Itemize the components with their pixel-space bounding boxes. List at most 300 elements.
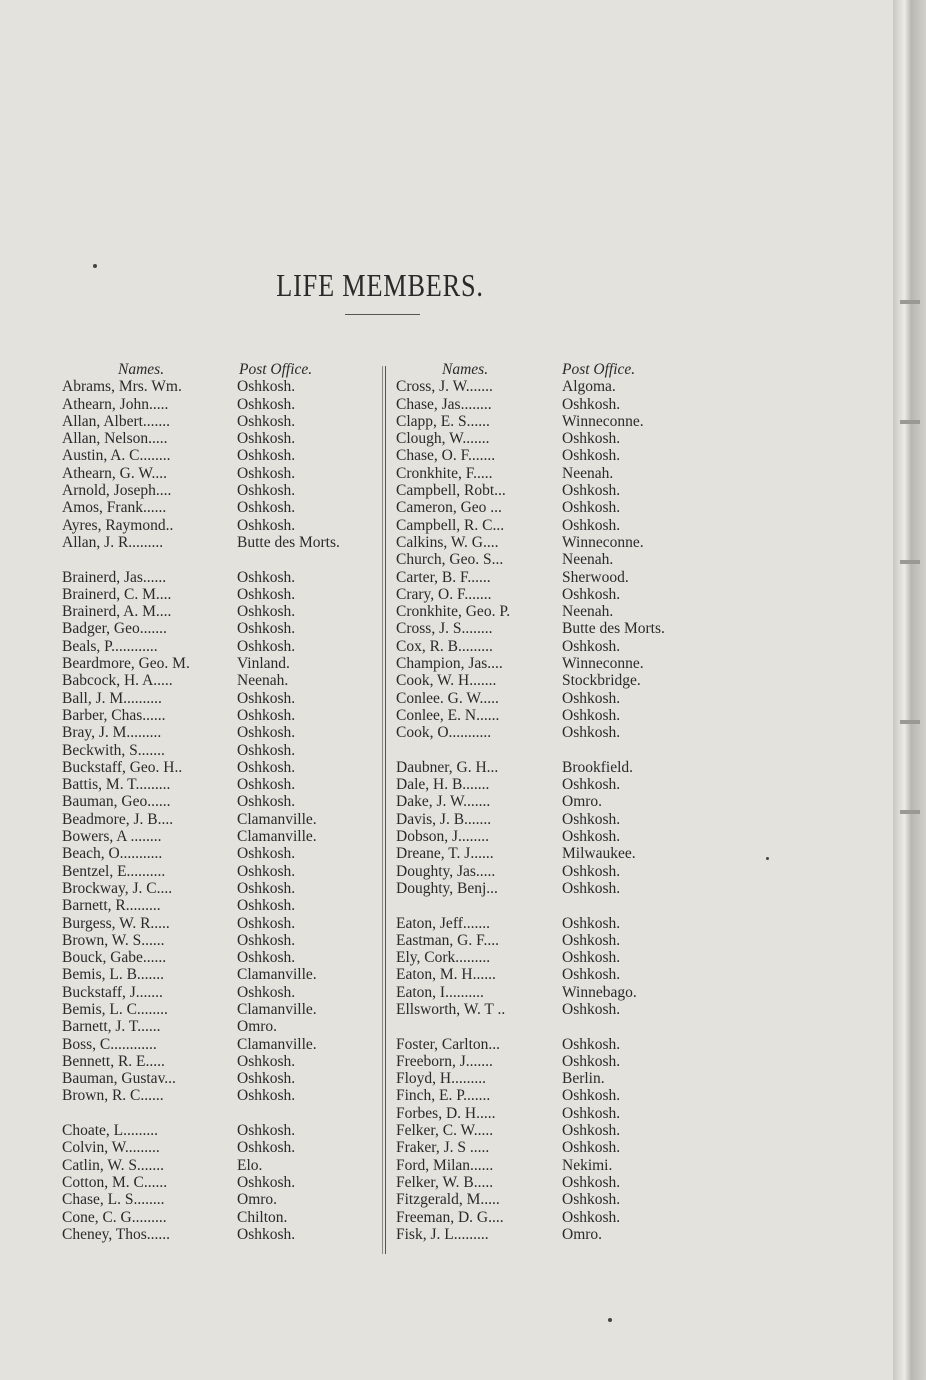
member-row <box>396 603 665 620</box>
post-office: Oshkosh. <box>237 1225 296 1243</box>
member-name: Beals, P............ <box>62 637 158 655</box>
post-office: Oshkosh. <box>562 585 621 603</box>
member-row <box>396 1191 665 1208</box>
names-header: Names. <box>442 361 489 378</box>
post-office: Oshkosh. <box>237 430 296 448</box>
member-name: Bauman, Gustav... <box>62 1070 176 1088</box>
member-row <box>62 966 340 983</box>
member-row <box>62 620 340 637</box>
member-name: Felker, W. B..... <box>396 1173 494 1191</box>
member-name: Church, Geo. S... <box>396 551 504 569</box>
member-row <box>62 569 340 586</box>
post-office: Oshkosh. <box>237 1087 296 1105</box>
member-name: Buckstaff, Geo. H.. <box>62 758 183 776</box>
post-office: Oshkosh. <box>562 706 621 724</box>
post-office: Oshkosh. <box>237 776 296 794</box>
post-office: Omro. <box>562 793 603 811</box>
member-name: Burgess, W. R..... <box>62 914 170 932</box>
member-row <box>396 534 665 551</box>
member-name <box>396 897 562 914</box>
member-name: Bemis, L. C........ <box>62 1000 168 1018</box>
post-office: Oshkosh. <box>237 897 296 915</box>
member-row <box>396 517 665 534</box>
post-office: Oshkosh. <box>562 1173 621 1191</box>
member-name: Carter, B. F...... <box>396 568 491 586</box>
post-office: Oshkosh. <box>237 482 296 500</box>
post-office: Oshkosh. <box>237 1070 296 1088</box>
post-office: Oshkosh. <box>562 776 621 794</box>
post-office: Oshkosh. <box>562 689 621 707</box>
speck <box>766 857 769 860</box>
edge-mark <box>900 420 920 424</box>
member-name: Brown, W. S...... <box>62 931 165 949</box>
member-row <box>396 811 665 828</box>
member-row <box>62 793 340 810</box>
post-office: Oshkosh. <box>562 1035 621 1053</box>
member-name: Cronkhite, F..... <box>396 464 493 482</box>
member-name: Eaton, I.......... <box>396 983 484 1001</box>
member-row <box>396 1087 665 1104</box>
member-name: Freeborn, J....... <box>396 1052 493 1070</box>
member-name: Chase, O. F....... <box>396 447 496 465</box>
post-office: Oshkosh. <box>562 516 621 534</box>
member-row <box>62 1191 340 1208</box>
post-office-header: Post Office. <box>562 361 636 378</box>
member-name: Finch, E. P....... <box>396 1087 491 1105</box>
member-name: Colvin, W......... <box>62 1139 160 1157</box>
post-office: Neenah. <box>237 672 289 690</box>
member-name: Bauman, Geo...... <box>62 793 171 811</box>
speck <box>93 264 97 268</box>
member-name: Eaton, Jeff....... <box>396 914 490 932</box>
member-name: Conlee, E. N...... <box>396 706 500 724</box>
member-name: Austin, A. C........ <box>62 447 171 465</box>
member-name: Fitzgerald, M..... <box>396 1191 500 1209</box>
member-row <box>396 984 665 1001</box>
post-office: Oshkosh. <box>237 741 296 759</box>
member-name: Chase, L. S........ <box>62 1191 165 1209</box>
member-row <box>62 655 340 672</box>
post-office: Vinland. <box>237 655 290 673</box>
post-office: Oshkosh. <box>237 845 296 863</box>
member-row <box>62 1070 340 1087</box>
title-rule <box>345 314 420 315</box>
member-row <box>62 1001 340 1018</box>
member-row <box>396 793 665 810</box>
page-title: LIFE MEMBERS. <box>276 267 484 304</box>
member-row <box>62 1139 340 1156</box>
member-row <box>62 1226 340 1243</box>
post-office: Neenah. <box>562 603 614 621</box>
post-office: Oshkosh. <box>237 931 296 949</box>
member-name: Bentzel, E.......... <box>62 862 166 880</box>
post-office: Winneconne. <box>562 533 644 551</box>
member-name: Brockway, J. C.... <box>62 879 173 897</box>
member-name: Beckwith, S....... <box>62 741 165 759</box>
member-row <box>62 707 340 724</box>
member-row <box>396 1157 665 1174</box>
post-office: Oshkosh. <box>562 482 621 500</box>
post-office-header: Post Office. <box>239 361 313 378</box>
member-row <box>396 1209 665 1226</box>
member-name: Davis, J. B....... <box>396 810 492 828</box>
member-row <box>62 378 340 395</box>
member-name: Freeman, D. G.... <box>396 1208 504 1226</box>
column-header <box>396 361 665 378</box>
member-row <box>396 1122 665 1139</box>
post-office: Omro. <box>237 1018 278 1036</box>
member-row <box>62 1036 340 1053</box>
post-office: Oshkosh. <box>237 1052 296 1070</box>
member-name: Boss, C............ <box>62 1035 157 1053</box>
member-name: Athearn, John..... <box>62 395 169 413</box>
member-name <box>62 551 237 568</box>
post-office: Butte des Morts. <box>562 620 665 638</box>
member-row <box>62 586 340 603</box>
member-row <box>396 378 665 395</box>
member-row <box>62 1018 340 1035</box>
member-row <box>396 413 665 430</box>
post-office: Oshkosh. <box>237 603 296 621</box>
post-office: Oshkosh. <box>237 949 296 967</box>
member-name: Beadmore, J. B.... <box>62 810 174 828</box>
post-office: Oshkosh. <box>237 516 296 534</box>
member-row <box>396 396 665 413</box>
member-name: Doughty, Benj... <box>396 879 498 897</box>
member-row <box>62 845 340 862</box>
post-office: Oshkosh. <box>562 931 621 949</box>
post-office: Berlin. <box>562 1070 605 1088</box>
post-office: Oshkosh. <box>562 724 621 742</box>
spacer-row <box>62 551 340 568</box>
post-office: Nekimi. <box>562 1156 613 1174</box>
member-row <box>396 949 665 966</box>
member-name: Badger, Geo....... <box>62 620 167 638</box>
member-name: Cone, C. G......... <box>62 1208 167 1226</box>
member-name: Brainerd, Jas...... <box>62 568 167 586</box>
member-name: Cook, O........... <box>396 724 492 742</box>
member-row <box>396 845 665 862</box>
member-name: Cross, J. S........ <box>396 620 493 638</box>
member-name: Eaton, M. H...... <box>396 966 496 984</box>
post-office: Omro. <box>237 1191 278 1209</box>
member-name: Cook, W. H....... <box>396 672 497 690</box>
post-office: Omro. <box>562 1225 603 1243</box>
post-office: Oshkosh. <box>237 464 296 482</box>
member-name: Cheney, Thos...... <box>62 1225 171 1243</box>
member-name: Bowers, A ........ <box>62 828 162 846</box>
edge-mark <box>900 300 920 304</box>
member-name: Forbes, D. H..... <box>396 1104 496 1122</box>
member-row <box>396 932 665 949</box>
member-row <box>62 690 340 707</box>
post-office: Oshkosh. <box>237 447 296 465</box>
names-header: Names. <box>118 361 165 378</box>
post-office: Oshkosh. <box>562 1087 621 1105</box>
member-name: Catlin, W. S....... <box>62 1156 165 1174</box>
member-name: Bouck, Gabe...... <box>62 949 167 967</box>
post-office: Clamanville. <box>237 1000 317 1018</box>
member-name: Brainerd, C. M.... <box>62 585 172 603</box>
post-office: Winnebago. <box>562 983 637 1001</box>
member-row <box>62 534 340 551</box>
spacer-row <box>62 1105 340 1122</box>
post-office: Oshkosh. <box>237 395 296 413</box>
member-name: Eastman, G. F.... <box>396 931 499 949</box>
post-office: Clamanville. <box>237 1035 317 1053</box>
member-row <box>62 897 340 914</box>
member-row <box>396 1053 665 1070</box>
member-name: Abrams, Mrs. Wm. <box>62 378 182 396</box>
post-office: Chilton. <box>237 1208 288 1226</box>
post-office: Oshkosh. <box>562 1208 621 1226</box>
post-office: Sherwood. <box>562 568 629 586</box>
member-name: Chase, Jas........ <box>396 395 492 413</box>
member-name: Bemis, L. B....... <box>62 966 165 984</box>
member-name: Allan, Albert....... <box>62 412 171 430</box>
post-office: Oshkosh. <box>562 1122 621 1140</box>
member-row <box>396 1226 665 1243</box>
member-name: Bennett, R. E..... <box>62 1052 165 1070</box>
member-row <box>62 465 340 482</box>
post-office: Oshkosh. <box>562 1052 621 1070</box>
member-row <box>396 1070 665 1087</box>
member-row <box>396 620 665 637</box>
post-office: Oshkosh. <box>237 1139 296 1157</box>
member-name: Floyd, H......... <box>396 1070 486 1088</box>
member-name: Daubner, G. H... <box>396 758 499 776</box>
left-column <box>62 361 340 1243</box>
member-row <box>396 759 665 776</box>
post-office: Winneconne. <box>562 655 644 673</box>
member-name: Dake, J. W....... <box>396 793 491 811</box>
column-divider <box>382 366 384 1254</box>
member-row <box>396 430 665 447</box>
post-office: Oshkosh. <box>562 810 621 828</box>
post-office: Oshkosh. <box>562 862 621 880</box>
member-name: Bray, J. M......... <box>62 724 162 742</box>
member-row <box>62 759 340 776</box>
member-name: Doughty, Jas..... <box>396 862 496 880</box>
member-row <box>396 1105 665 1122</box>
post-office: Oshkosh. <box>237 914 296 932</box>
post-office: Oshkosh. <box>237 724 296 742</box>
post-office: Elo. <box>237 1156 263 1174</box>
post-office: Oshkosh. <box>237 637 296 655</box>
right-column <box>396 361 665 1243</box>
member-name: Amos, Frank...... <box>62 499 167 517</box>
spacer-row <box>396 897 665 914</box>
member-name: Cox, R. B......... <box>396 637 493 655</box>
member-row <box>62 863 340 880</box>
post-office: Oshkosh. <box>562 1139 621 1157</box>
page-edge <box>893 0 926 1380</box>
member-name: Conlee. G. W..... <box>396 689 499 707</box>
member-name <box>396 742 562 759</box>
member-row <box>396 966 665 983</box>
member-row <box>396 586 665 603</box>
member-row <box>62 742 340 759</box>
member-row <box>62 482 340 499</box>
member-row <box>62 1157 340 1174</box>
member-name: Clapp, E. S...... <box>396 412 490 430</box>
member-row <box>396 655 665 672</box>
member-name: Cronkhite, Geo. P. <box>396 603 511 621</box>
member-row <box>62 1209 340 1226</box>
member-name: Ellsworth, W. T .. <box>396 1000 506 1018</box>
post-office: Oshkosh. <box>562 395 621 413</box>
member-row <box>396 672 665 689</box>
post-office: Oshkosh. <box>562 879 621 897</box>
member-row <box>62 1122 340 1139</box>
post-office: Oshkosh. <box>562 966 621 984</box>
member-name: Battis, M. T......... <box>62 776 171 794</box>
member-name: Dale, H. B....... <box>396 776 490 794</box>
member-row <box>396 1174 665 1191</box>
post-office: Oshkosh. <box>562 430 621 448</box>
post-office: Oshkosh. <box>237 793 296 811</box>
member-name: Campbell, Robt... <box>396 482 506 500</box>
edge-mark <box>900 810 920 814</box>
member-name: Brown, R. C...... <box>62 1087 164 1105</box>
member-row <box>396 880 665 897</box>
member-row <box>396 863 665 880</box>
post-office: Clamanville. <box>237 810 317 828</box>
member-name: Athearn, G. W.... <box>62 464 168 482</box>
post-office: Oshkosh. <box>562 637 621 655</box>
member-row <box>62 447 340 464</box>
member-row <box>62 915 340 932</box>
member-row <box>396 724 665 741</box>
member-name: Calkins, W. G.... <box>396 533 499 551</box>
member-name: Barnett, J. T...... <box>62 1018 161 1036</box>
post-office: Clamanville. <box>237 966 317 984</box>
column-divider <box>385 366 387 1254</box>
post-office: Clamanville. <box>237 828 317 846</box>
member-row <box>396 638 665 655</box>
member-name: Choate, L......... <box>62 1122 158 1140</box>
member-name: Ayres, Raymond.. <box>62 516 174 534</box>
member-row <box>62 517 340 534</box>
member-name: Fraker, J. S ..... <box>396 1139 490 1157</box>
member-name: Felker, C. W..... <box>396 1122 494 1140</box>
post-office: Oshkosh. <box>237 879 296 897</box>
member-row <box>62 984 340 1001</box>
member-name: Cameron, Geo ... <box>396 499 502 517</box>
member-row <box>62 413 340 430</box>
member-name: Allan, Nelson..... <box>62 430 168 448</box>
post-office: Milwaukee. <box>562 845 636 863</box>
member-row <box>62 603 340 620</box>
member-name: Arnold, Joseph.... <box>62 482 172 500</box>
post-office: Oshkosh. <box>562 447 621 465</box>
post-office: Brookfield. <box>562 758 634 776</box>
post-office: Oshkosh. <box>562 1104 621 1122</box>
member-name: Barber, Chas...... <box>62 706 166 724</box>
member-name: Barnett, R......... <box>62 897 161 915</box>
post-office: Oshkosh. <box>562 499 621 517</box>
edge-mark <box>900 560 920 564</box>
post-office: Oshkosh. <box>237 585 296 603</box>
member-row <box>62 430 340 447</box>
member-name: Ball, J. M.......... <box>62 689 162 707</box>
member-row <box>396 1036 665 1053</box>
member-row <box>396 482 665 499</box>
post-office: Oshkosh. <box>237 689 296 707</box>
post-office: Winneconne. <box>562 412 644 430</box>
member-row <box>396 776 665 793</box>
member-name: Crary, O. F....... <box>396 585 492 603</box>
member-name: Ford, Milan...... <box>396 1156 494 1174</box>
post-office: Oshkosh. <box>562 1000 621 1018</box>
member-name: Brainerd, A. M.... <box>62 603 172 621</box>
member-row <box>396 447 665 464</box>
member-row <box>62 1174 340 1191</box>
post-office: Oshkosh. <box>237 983 296 1001</box>
member-name: Allan, J. R......... <box>62 533 164 551</box>
post-office: Oshkosh. <box>237 378 296 396</box>
post-office: Stockbridge. <box>562 672 641 690</box>
post-office: Oshkosh. <box>562 914 621 932</box>
member-row <box>396 465 665 482</box>
member-row <box>396 499 665 516</box>
member-row <box>62 638 340 655</box>
member-row <box>62 1053 340 1070</box>
member-row <box>396 1001 665 1018</box>
edge-mark <box>900 720 920 724</box>
post-office: Oshkosh. <box>237 706 296 724</box>
member-name: Cross, J. W....... <box>396 378 493 396</box>
post-office: Neenah. <box>562 551 614 569</box>
member-row <box>62 499 340 516</box>
post-office: Oshkosh. <box>562 1191 621 1209</box>
member-row <box>396 915 665 932</box>
member-row <box>396 551 665 568</box>
member-name: Cotton, M. C...... <box>62 1173 168 1191</box>
post-office: Oshkosh. <box>237 568 296 586</box>
member-row <box>62 672 340 689</box>
post-office: Neenah. <box>562 464 614 482</box>
member-row <box>62 1087 340 1104</box>
member-name: Clough, W....... <box>396 430 490 448</box>
member-name <box>62 1105 237 1122</box>
member-name: Dobson, J........ <box>396 828 490 846</box>
member-name: Champion, Jas.... <box>396 655 503 673</box>
post-office: Oshkosh. <box>237 862 296 880</box>
post-office: Butte des Morts. <box>237 533 340 551</box>
member-name: Ely, Cork......... <box>396 949 491 967</box>
post-office: Oshkosh. <box>237 758 296 776</box>
post-office: Oshkosh. <box>562 828 621 846</box>
post-office: Oshkosh. <box>237 620 296 638</box>
post-office: Oshkosh. <box>237 499 296 517</box>
post-office: Oshkosh. <box>237 412 296 430</box>
member-name: Campbell, R. C... <box>396 516 505 534</box>
speck <box>608 1318 612 1322</box>
member-name: Foster, Carlton... <box>396 1035 500 1053</box>
spacer-row <box>396 742 665 759</box>
member-row <box>396 707 665 724</box>
member-row <box>396 1139 665 1156</box>
member-row <box>62 776 340 793</box>
spacer-row <box>396 1018 665 1035</box>
member-name: Fisk, J. L......... <box>396 1225 489 1243</box>
member-row <box>396 569 665 586</box>
member-row <box>62 880 340 897</box>
member-row <box>396 690 665 707</box>
member-name <box>396 1018 562 1035</box>
member-row <box>62 932 340 949</box>
